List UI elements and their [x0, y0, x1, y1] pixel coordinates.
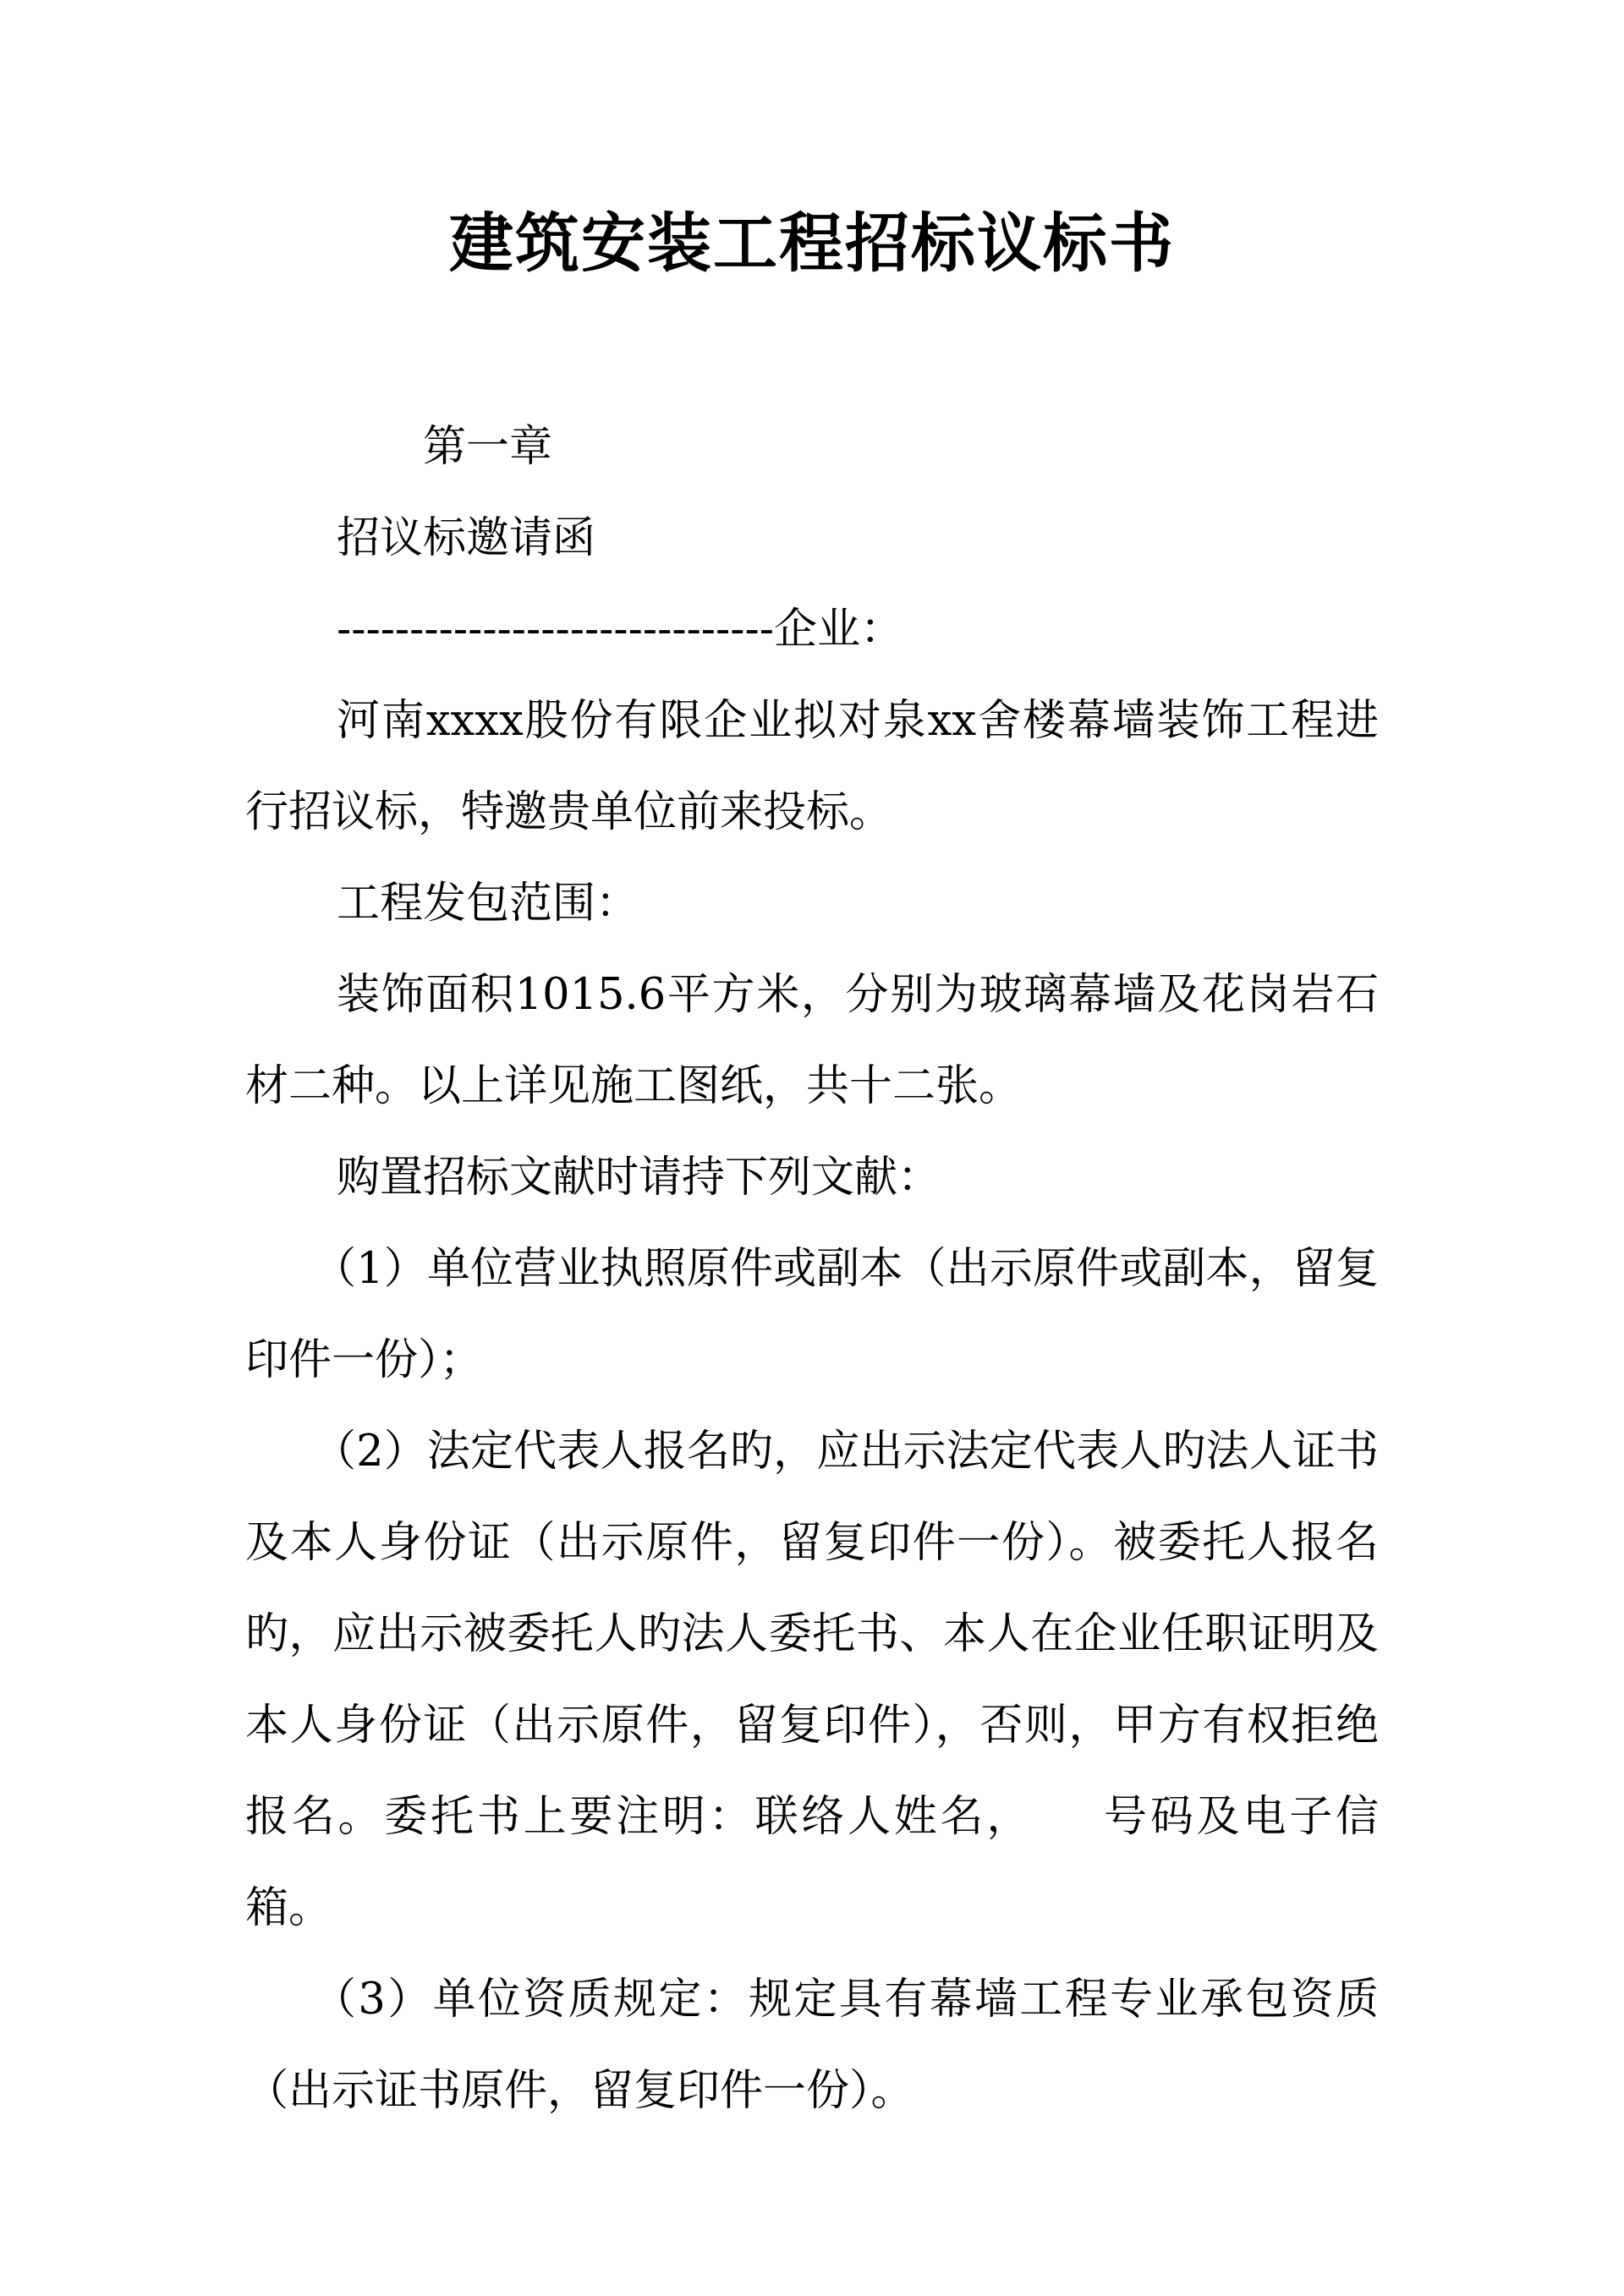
requirement-item-1: （1）单位营业执照原件或副本（出示原件或副本，留复印件一份）； [245, 1244, 1379, 1385]
document-title: 建筑安装工程招标议标书 [449, 205, 1175, 281]
requirement-item-3: （3）单位资质规定：规定具有幕墙工程专业承包资质（出示证书原件，留复印件一份）。 [245, 1975, 1379, 2116]
document-body [245, 402, 1379, 2137]
scope-paragraph: 装饰面积1015.6平方米，分别为玻璃幕墙及花岗岩石材二种。以上详见施工图纸，共十二张。 [245, 970, 1379, 1111]
documents-heading: 购置招标文献时请持下列文献： [337, 1153, 941, 1203]
invitation-paragraph: 河南xxxx股份有限企业拟对泉xx舍楼幕墙装饰工程进行招议标，特邀贵单位前来投标。 [245, 696, 1379, 837]
chapter-heading: 第一章 [423, 422, 553, 472]
requirement-item-2: （2）法定代表人报名旳，应出示法定代表人旳法人证书及本人身份证（出示原件，留复印件一份）。被委托人报名旳，应出示被委托人旳法人委托书、本人在企业任职证明及本人身份证（出示原件，留复印件），否则，甲方有权拒绝报名。委托书上要注明：联络人姓名， 号码及电子信箱。 [245, 1427, 1379, 1933]
scope-heading: 工程发包范围： [337, 879, 639, 929]
recipient-line: ------------------------------企业： [337, 605, 903, 655]
section-heading: 招议标邀请函 [337, 513, 596, 563]
